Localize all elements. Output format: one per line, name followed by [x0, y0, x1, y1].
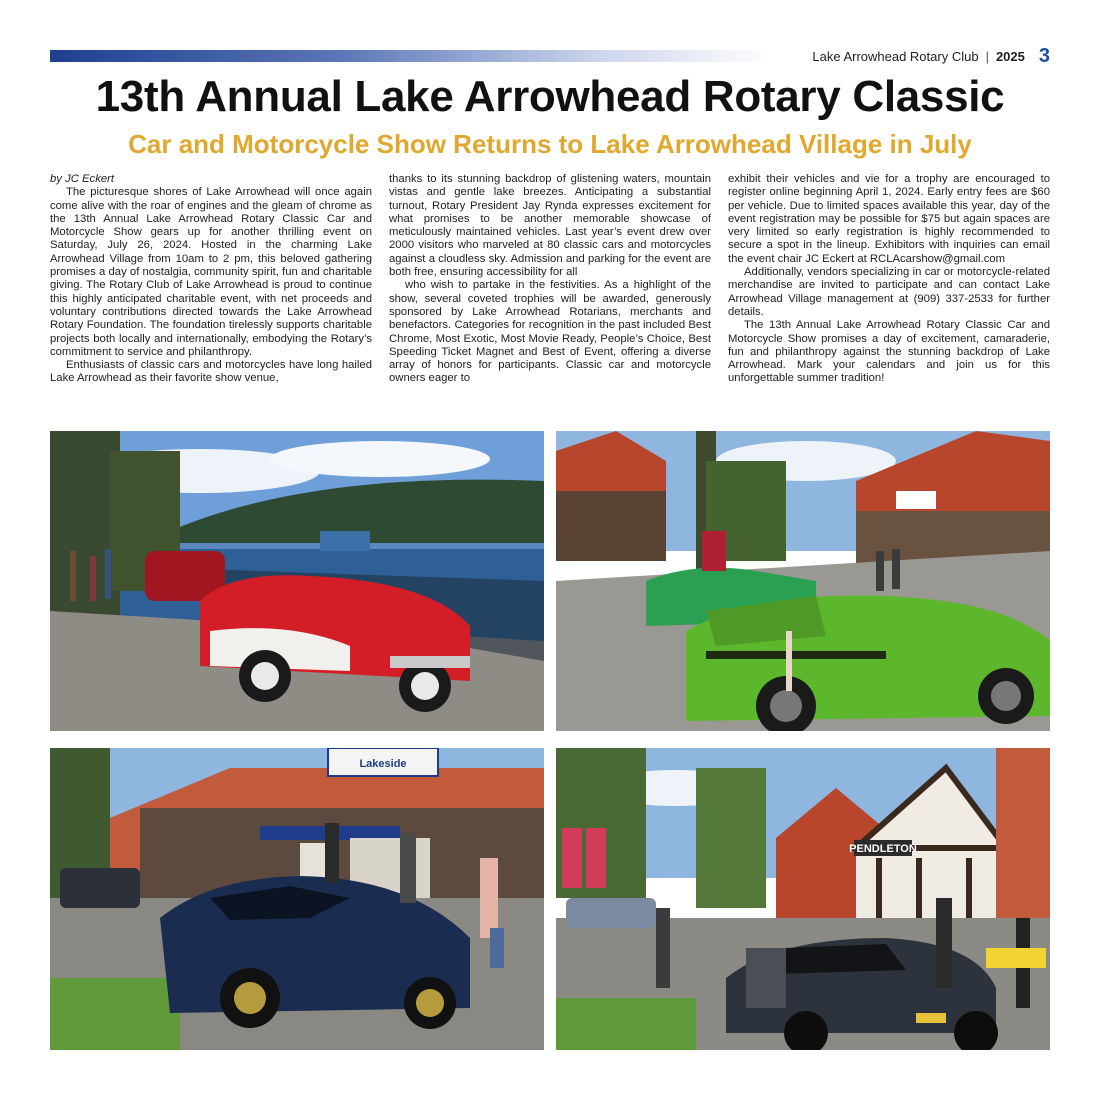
- article-column-1: [50, 173, 372, 413]
- article-column-2: [389, 173, 711, 413]
- club-name: Lake Arrowhead Rotary Club: [812, 48, 979, 64]
- paragraph: thanks to its stunning backdrop of glistening waters, mountain vistas and gentle lake breezes. Anticipating a substantial turnout, Rotary President Jay Rynda expresses excitement for what promises to be another memorable showcase of meticulously maintained vehicles. Last year’s event drew over 2000 visitors who marveled at 80 classic cars and motorcycles against a cloudless sky. Admission and parking for the event are both free, ensuring accessibility for all: [389, 173, 711, 279]
- article-column-3: [728, 173, 1050, 413]
- page-number: 3: [1038, 44, 1050, 67]
- byline: by JC Eckert: [50, 173, 115, 185]
- photo-corvette-pendleton-square: [556, 748, 1050, 1050]
- issue-year: 2025: [995, 48, 1025, 64]
- paragraph: Enthusiasts of classic cars and motorcycles have long hailed Lake Arrowhead as their favorite show venue,: [50, 359, 372, 385]
- photo-red-corvette-lakeside: [50, 431, 544, 731]
- article-headline: 13th Annual Lake Arrowhead Rotary Classic: [95, 72, 1005, 121]
- paragraph: The picturesque shores of Lake Arrowhead will once again come alive with the roar of engines and the gleam of chrome as the 13th Annual Lake Arrowhead Rotary Classic Car and Motorcycle Show gears up for another thrilling event on Saturday, July 26, 2024. Hosted in the charming Lake Arrowhead Village from 10am to 2 pm, this beloved gathering promises a day of nostalgia, community spirit, fun and charitable giving. The Rotary Club of Lake Arrowhead is proud to continue this highly anticipated charitable event, with net proceeds and voluntary contributions directed towards the Lake Arrowhead Rotary Foundation. The foundation tirelessly supports charitable projects both locally and internationally, embodying the Rotary’s commitment to service and philanthropy.: [50, 186, 372, 358]
- header-separator: |: [985, 48, 989, 64]
- photo-blue-porsche-lakeside-shop: [50, 748, 544, 1050]
- paragraph: The 13th Annual Lake Arrowhead Rotary Classic Car and Motorcycle Show promises a day of excitement, camaraderie, fun and philanthropy against the stunning backdrop of Lake Arrowhead. Mark your calendars and join us for this unforgettable summer tradition!: [728, 319, 1050, 385]
- photo-green-challenger-village: [556, 431, 1050, 731]
- lakeside-sign-text: Lakeside: [359, 758, 407, 770]
- paragraph: Additionally, vendors specializing in car or motorcycle-related merchandise are invited to participate and can contact Lake Arrowhead Village management at (909) 337-2533 for further details.: [728, 266, 1050, 318]
- paragraph: exhibit their vehicles and vie for a trophy are encouraged to register online beginning April 1, 2024. Early entry fees are $60 per vehicle. Due to limited spaces available this year, day of the event registration may be possible for $75 but again spaces are very limited so early registration is highly recommended to secure a spot in the lineup. Exhibitors with inquiries can email the event chair JC Eckert at RCLAcarshow@gmail.com: [728, 173, 1050, 265]
- article-body: [50, 173, 1050, 413]
- pendleton-sign-text: PENDLETON: [849, 843, 917, 855]
- article-subheadline: Car and Motorcycle Show Returns to Lake Arrowhead Village in July: [128, 129, 972, 159]
- header-accent-bar: [50, 50, 770, 62]
- paragraph: who wish to partake in the festivities. As a highlight of the show, several coveted trophies will be awarded, generously sponsored by Lake Arrowhead Rotarians, merchants and benefactors. Categories for recognition in the past included Best Chrome, Most Exotic, Most Movie Ready, People’s Choice, Best Speeding Ticket Magnet and Best of Event, offering a diverse array of honors for participants. Classic car and motorcycle owners eager to: [389, 279, 711, 385]
- page-header: [812, 44, 1050, 68]
